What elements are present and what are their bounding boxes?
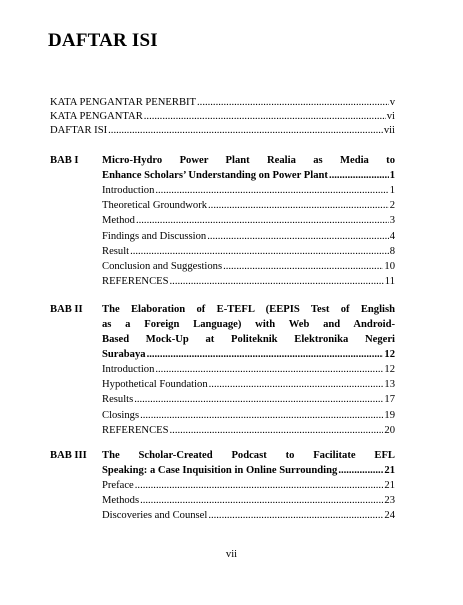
toc-entry-page: 1 — [389, 170, 395, 181]
toc-entry-page: 12 — [384, 364, 395, 375]
toc-entry-page: 20 — [384, 424, 395, 436]
toc-entry-page: 19 — [384, 409, 395, 421]
toc-entry-label: Introduction — [102, 185, 155, 196]
toc-entry[interactable] — [102, 213, 395, 228]
chapter-number: BAB III — [50, 450, 87, 461]
toc-entry-label: DAFTAR ISI — [50, 125, 108, 136]
toc-entry-label: Discoveries and Counsel — [102, 510, 208, 522]
toc-entry-page: 21 — [384, 480, 395, 491]
dot-leader — [108, 124, 383, 138]
chapter-number: BAB I — [50, 155, 79, 166]
chapter-number: BAB II — [50, 304, 83, 315]
dot-leader — [207, 229, 389, 244]
dot-leader — [338, 463, 383, 478]
toc-entry[interactable] — [102, 183, 395, 198]
toc-entry[interactable] — [102, 408, 395, 423]
toc-entry[interactable] — [102, 392, 395, 407]
toc-entry[interactable] — [102, 274, 395, 289]
toc-entry-page: vi — [386, 111, 395, 122]
toc-entry[interactable] — [102, 508, 395, 523]
toc-entry-label: KATA PENGANTAR — [50, 111, 143, 122]
dot-leader — [140, 408, 383, 423]
dot-leader — [170, 274, 384, 289]
front-matter-list — [50, 96, 395, 138]
dot-leader — [208, 198, 389, 213]
chapter-title[interactable] — [102, 302, 395, 362]
toc-entry[interactable] — [102, 362, 395, 377]
dot-leader — [136, 213, 389, 228]
chapter-title-line: Enhance Scholars’ Understanding on Power Plant — [102, 170, 328, 181]
dot-leader — [155, 362, 383, 377]
toc-entry[interactable] — [102, 244, 395, 259]
toc-entry-page: 2 — [389, 200, 395, 212]
chapter-title-line: Based Mock-Up at Politeknik Elektronika Negeri — [102, 334, 395, 345]
dot-leader — [197, 96, 389, 110]
toc-entry-page: 8 — [389, 245, 395, 257]
toc-entry-page: 24 — [384, 510, 395, 522]
dot-leader — [208, 508, 383, 523]
dot-leader — [329, 168, 389, 183]
toc-entry-page: 4 — [389, 230, 395, 242]
chapter-title[interactable] — [102, 153, 395, 183]
toc-entry-page: 13 — [384, 379, 395, 391]
chapter-bab-2 — [50, 302, 395, 438]
chapter-title-line: The Elaboration of E-TEFL (EEPIS Test of English — [102, 304, 395, 315]
toc-entry[interactable] — [102, 377, 395, 392]
dot-leader — [223, 259, 383, 274]
toc-entry[interactable] — [102, 493, 395, 508]
dot-leader — [155, 183, 388, 198]
dot-leader — [144, 110, 386, 124]
toc-entry[interactable] — [102, 423, 395, 438]
toc-entry-label: Findings and Discussion — [102, 230, 207, 242]
toc-entry-page: vii — [383, 125, 395, 136]
toc-entry-page: 17 — [384, 394, 395, 406]
toc-entry-page: 12 — [384, 349, 395, 360]
dot-leader — [130, 244, 389, 259]
toc-entry-label: Theoretical Groundwork — [102, 200, 208, 212]
chapter-title-line: Speaking: a Case Inquisition in Online Surrounding — [102, 465, 338, 476]
toc-entry-page: 3 — [389, 215, 395, 227]
toc-entry-label: Results — [102, 394, 134, 406]
page-title: DAFTAR ISI — [48, 30, 158, 51]
dot-leader — [147, 347, 384, 362]
toc-entry-page: v — [389, 97, 395, 108]
toc-entry[interactable] — [50, 124, 395, 138]
toc-entry-label: REFERENCES — [102, 424, 169, 436]
toc-entry-label: REFERENCES — [102, 276, 169, 288]
toc-entry-page: 10 — [384, 261, 395, 273]
toc-entry-label: Result — [102, 245, 130, 257]
toc-entry[interactable] — [50, 110, 395, 124]
dot-leader — [134, 392, 383, 407]
toc-entry-page: 11 — [384, 276, 395, 288]
toc-entry[interactable] — [102, 478, 395, 493]
chapter-bab-1 — [50, 153, 395, 289]
chapter-title[interactable] — [102, 448, 395, 478]
dot-leader — [135, 478, 384, 493]
toc-entry[interactable] — [102, 198, 395, 213]
toc-entry-label: Introduction — [102, 364, 155, 375]
dot-leader — [140, 493, 383, 508]
toc-entry-label: Methods — [102, 495, 140, 507]
toc-entry-page: 1 — [389, 185, 395, 196]
toc-entry-label: Method — [102, 215, 135, 227]
toc-entry-label: Closings — [102, 409, 140, 421]
chapter-title-line: Micro-Hydro Power Plant Realia as Media to — [102, 155, 395, 166]
toc-entry-label: KATA PENGANTAR PENERBIT — [50, 97, 197, 108]
toc-entry[interactable] — [102, 229, 395, 244]
toc-entry-label: Preface — [102, 480, 134, 491]
toc-entry-page: 21 — [384, 465, 395, 476]
chapter-title-line: Surabaya — [102, 349, 146, 360]
toc-entry-label: Hypothetical Foundation — [102, 379, 208, 391]
toc-entry-page: 23 — [384, 495, 395, 507]
chapter-title-line: The Scholar-Created Podcast to Facilitate EFL — [102, 450, 395, 461]
dot-leader — [170, 423, 384, 438]
chapter-title-line: as a Foreign Language) with Web and Android- — [102, 319, 395, 330]
page-number: vii — [225, 549, 238, 560]
dot-leader — [209, 377, 384, 392]
toc-entry-label: Conclusion and Suggestions — [102, 261, 223, 273]
toc-entry[interactable] — [102, 259, 395, 274]
chapter-bab-3 — [50, 448, 395, 524]
toc-entry[interactable] — [50, 96, 395, 110]
